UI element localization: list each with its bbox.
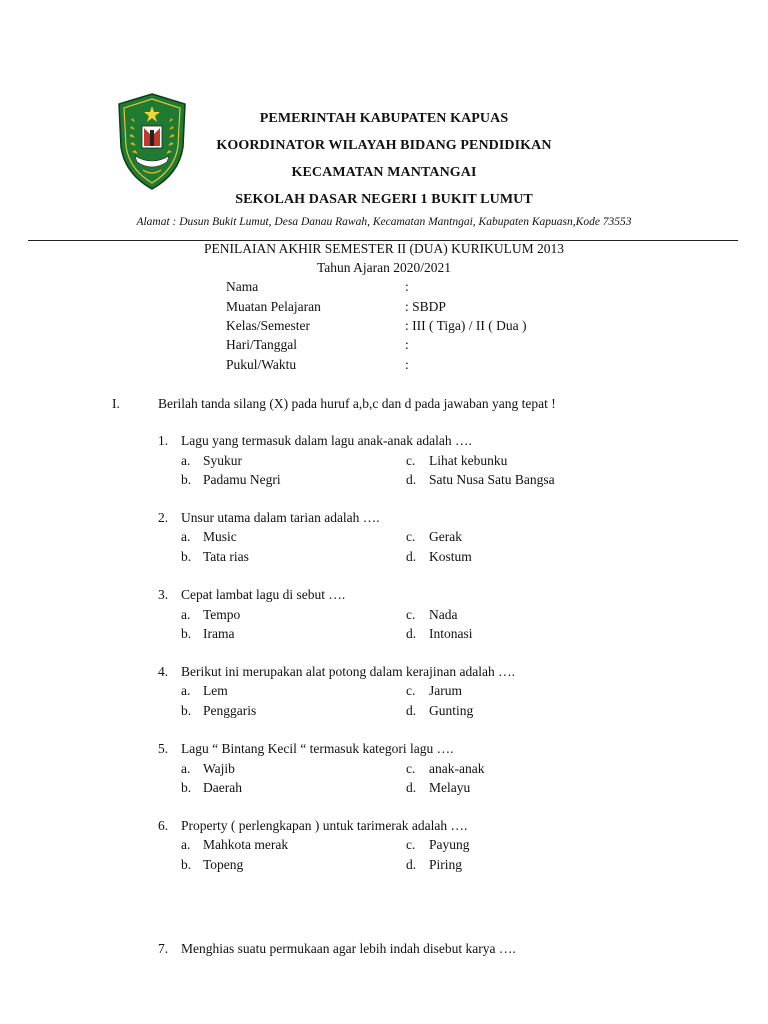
option-letter: a. bbox=[181, 529, 191, 544]
option-text: Lihat kebunku bbox=[429, 453, 508, 468]
info-label-class: Kelas/Semester bbox=[226, 318, 310, 333]
option-letter: c. bbox=[406, 453, 416, 468]
option-letter: a. bbox=[181, 453, 191, 468]
option-text: Kostum bbox=[429, 549, 472, 564]
option-text: Intonasi bbox=[429, 626, 473, 641]
section-number: I. bbox=[112, 396, 120, 411]
option-text: Padamu Negri bbox=[203, 472, 281, 487]
option-text: anak-anak bbox=[429, 761, 485, 776]
option-text: Lem bbox=[203, 683, 228, 698]
option-letter: d. bbox=[406, 857, 417, 872]
academic-year: Tahun Ajaran 2020/2021 bbox=[316, 260, 452, 275]
option-letter: d. bbox=[406, 549, 417, 564]
option-text: Piring bbox=[429, 857, 463, 872]
question-text: Lagu “ Bintang Kecil “ termasuk kategori lagu …. bbox=[181, 741, 454, 756]
option-letter: b. bbox=[181, 780, 192, 795]
exam-title: PENILAIAN AKHIR SEMESTER II (DUA) KURIKULUM 2013 bbox=[204, 241, 564, 256]
question-number: 1. bbox=[158, 433, 169, 448]
info-label-name: Nama bbox=[226, 279, 259, 294]
option-text: Gunting bbox=[429, 703, 474, 718]
question-text: Property ( perlengkapan ) untuk tarimerak adalah …. bbox=[181, 818, 468, 833]
option-text: Syukur bbox=[203, 453, 243, 468]
info-value-time: : bbox=[405, 357, 409, 372]
option-text: Payung bbox=[429, 837, 470, 852]
option-text: Melayu bbox=[429, 780, 471, 795]
info-value-class: : III ( Tiga) / II ( Dua ) bbox=[405, 318, 527, 333]
option-letter: b. bbox=[181, 703, 192, 718]
header-line-government: PEMERINTAH KABUPATEN KAPUAS bbox=[259, 111, 509, 126]
option-letter: a. bbox=[181, 761, 191, 776]
info-label-time: Pukul/Waktu bbox=[226, 357, 297, 372]
option-letter: b. bbox=[181, 857, 192, 872]
question-number: 7. bbox=[158, 941, 169, 956]
option-text: Topeng bbox=[203, 857, 244, 872]
question-text: Unsur utama dalam tarian adalah …. bbox=[181, 510, 380, 525]
question-text: Berikut ini merupakan alat potong dalam kerajinan adalah …. bbox=[181, 664, 516, 679]
option-text: Tempo bbox=[203, 607, 241, 622]
info-value-date: : bbox=[405, 337, 409, 352]
header-line-district: KECAMATAN MANTANGAI bbox=[291, 165, 477, 180]
option-letter: a. bbox=[181, 837, 191, 852]
info-label-subject: Muatan Pelajaran bbox=[226, 299, 321, 314]
question-number: 5. bbox=[158, 741, 169, 756]
option-letter: a. bbox=[181, 683, 191, 698]
option-letter: d. bbox=[406, 703, 417, 718]
option-letter: c. bbox=[406, 761, 416, 776]
question-number: 3. bbox=[158, 587, 169, 602]
option-letter: d. bbox=[406, 472, 417, 487]
question-text: Cepat lambat lagu di sebut …. bbox=[181, 587, 346, 602]
option-text: Wajib bbox=[203, 761, 235, 776]
option-text: Penggaris bbox=[203, 703, 257, 718]
option-letter: b. bbox=[181, 549, 192, 564]
option-text: Mahkota merak bbox=[203, 837, 289, 852]
option-letter: b. bbox=[181, 626, 192, 641]
info-value-subject: : SBDP bbox=[405, 299, 446, 314]
option-text: Tata rias bbox=[203, 549, 249, 564]
option-text: Music bbox=[203, 529, 237, 544]
header-line-coordinator: KOORDINATOR WILAYAH BIDANG PENDIDIKAN bbox=[216, 138, 552, 153]
section-instruction: Berilah tanda silang (X) pada huruf a,b,c dan d pada jawaban yang tepat ! bbox=[158, 396, 556, 411]
option-letter: c. bbox=[406, 837, 416, 852]
info-label-date: Hari/Tanggal bbox=[226, 337, 298, 352]
option-letter: c. bbox=[406, 683, 416, 698]
question-text: Lagu yang termasuk dalam lagu anak-anak adalah …. bbox=[181, 433, 472, 448]
info-value-name: : bbox=[405, 279, 409, 294]
option-letter: a. bbox=[181, 607, 191, 622]
option-text: Gerak bbox=[429, 529, 462, 544]
option-text: Satu Nusa Satu Bangsa bbox=[429, 472, 555, 487]
option-text: Nada bbox=[429, 607, 458, 622]
question-text: Menghias suatu permukaan agar lebih indah disebut karya …. bbox=[181, 941, 516, 956]
option-letter: c. bbox=[406, 607, 416, 622]
header-line-school: SEKOLAH DASAR NEGERI 1 BUKIT LUMUT bbox=[235, 192, 533, 207]
option-text: Jarum bbox=[429, 683, 462, 698]
school-address: Alamat : Dusun Bukit Lumut, Desa Danau Rawah, Kecamatan Mantngai, Kabupaten Kapuasn,Kode 73553 bbox=[136, 216, 632, 228]
option-text: Irama bbox=[203, 626, 235, 641]
question-number: 2. bbox=[158, 510, 169, 525]
option-letter: b. bbox=[181, 472, 192, 487]
option-text: Daerah bbox=[203, 780, 242, 795]
option-letter: d. bbox=[406, 780, 417, 795]
option-letter: c. bbox=[406, 529, 416, 544]
question-number: 4. bbox=[158, 664, 169, 679]
option-letter: d. bbox=[406, 626, 417, 641]
question-number: 6. bbox=[158, 818, 169, 833]
